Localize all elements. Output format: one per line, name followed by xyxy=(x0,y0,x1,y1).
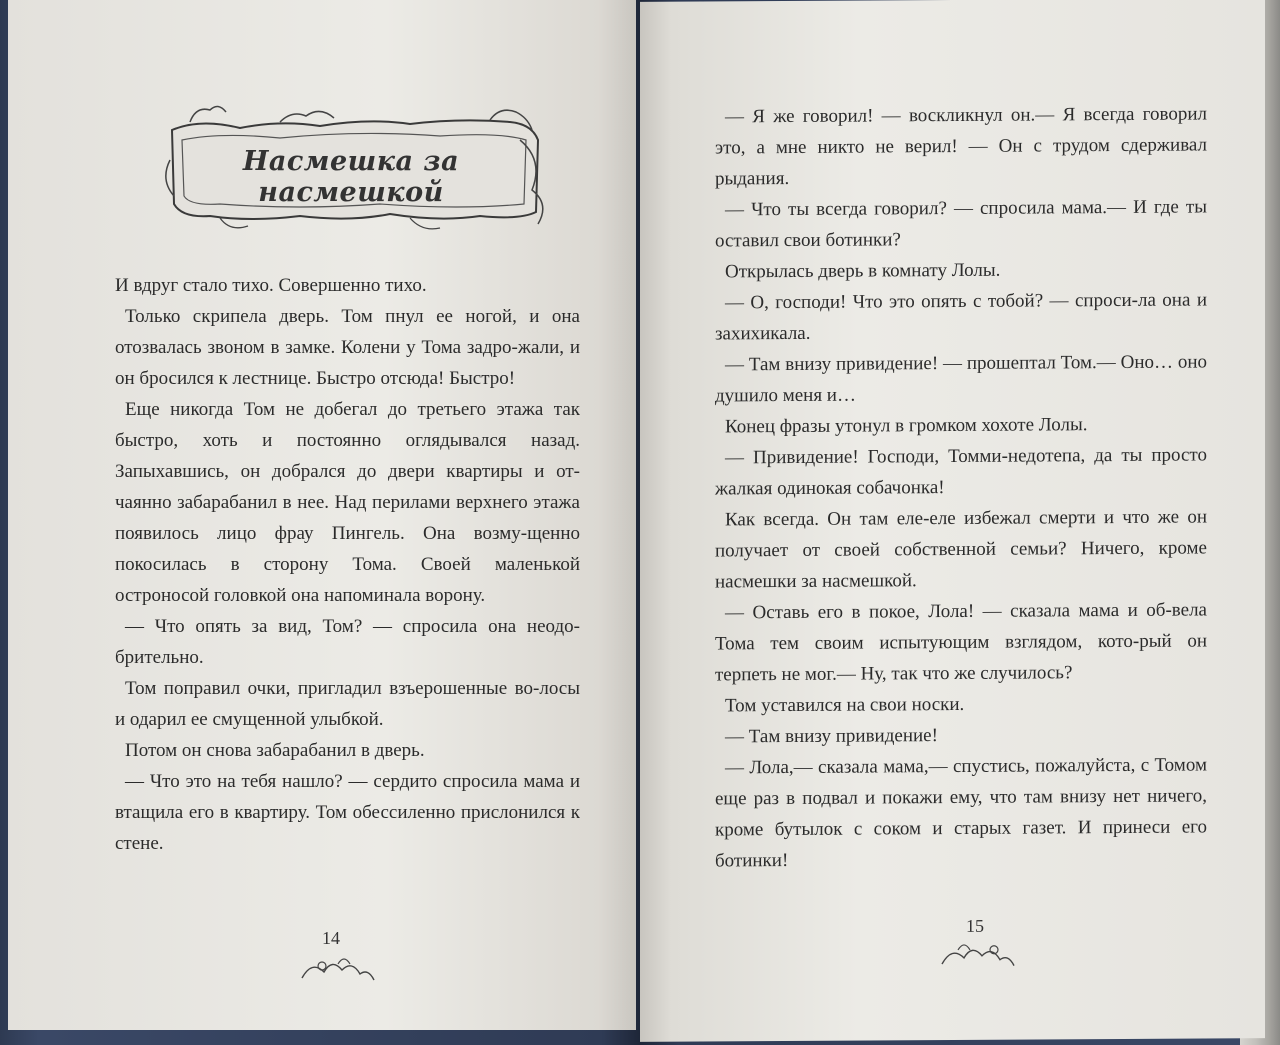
page-number-left: 14 xyxy=(322,928,340,948)
left-page xyxy=(8,0,636,1030)
chapter-title-frame xyxy=(160,100,540,220)
paragraph: — О, господи! Что это опять с тобой? — спроси-ла она и захихикала. xyxy=(715,289,1207,345)
paragraph: — Что ты всегда говорил? — спросила мама.— И где ты оставил свои ботинки? xyxy=(715,196,1207,252)
paragraph: — Оставь его в покое, Лола! — сказала мама и об-вела Тома тем своим испытующим взглядом, кото-рый он терпеть не мог.— Ну, так что же случилось? xyxy=(715,599,1207,686)
paragraph: — Там внизу привидение! — прошептал Том.— Оно… оно душило меня и… xyxy=(715,351,1207,407)
right-page xyxy=(640,0,1265,1042)
chapter-title: Насмешка за насмешкой xyxy=(242,146,460,208)
paragraph: — Я же говорил! — воскликнул он.— Я всегда говорил это, а мне никто не верил! — Он с трудом сдерживал рыдания. xyxy=(715,103,1207,190)
paragraph: Потом он снова забарабанил в дверь. xyxy=(125,740,425,761)
paragraph: Еще никогда Том не добегал до третьего этажа так быстро, хоть и постоянно оглядывался назад. Запыхавшись, он добрался до двери квартиры и от-чаянно забарабанил в нее. Над перилами верхнего этажа появилось лицо фрау Пингель. Она возму-щенно покосилась в сторону Тома. Своей маленькой остроносой головкой она напоминала ворону. xyxy=(115,399,580,606)
ghost-ornament-icon xyxy=(938,936,1018,972)
paragraph: И вдруг стало тихо. Совершенно тихо. xyxy=(115,275,427,296)
paragraph: — Там внизу привидение! xyxy=(725,725,938,748)
paragraph: Том уставился на свои носки. xyxy=(725,693,965,717)
paragraph: — Что это на тебя нашло? — сердито спросила мама и втащила его в квартиру. Том обессиленно прислонился к стене. xyxy=(115,771,580,854)
paragraph: — Лола,— сказала мама,— спустись, пожалуйста, с Томом еще раз в подвал и покажи ему, что там внизу нет ничего, кроме бутылок с соком и старых газет. И принеси его ботинки! xyxy=(715,754,1207,872)
paragraph: Том поправил очки, пригладил взъерошенные во-лосы и одарил ее смущенной улыбкой. xyxy=(115,678,580,730)
paragraph: Только скрипела дверь. Том пнул ее ногой, и она отозвалась звоном в замке. Колени у Тома задро-жали, и он бросился к лестнице. Быстро отсюда! Быстро! xyxy=(115,306,580,389)
left-page-text xyxy=(115,270,580,859)
paragraph: — Что опять за вид, Том? — спросила она неодо-брительно. xyxy=(115,616,580,668)
paragraph: Открылась дверь в комнату Лолы. xyxy=(725,259,1001,283)
ghost-ornament-icon xyxy=(298,950,378,986)
page-number-right: 15 xyxy=(966,915,984,936)
right-page-text xyxy=(715,98,1207,876)
paragraph: Конец фразы утонул в громком хохоте Лолы. xyxy=(725,414,1088,438)
paragraph: — Привидение! Господи, Томми-недотепа, да ты просто жалкая одинокая собачонка! xyxy=(715,444,1207,500)
paragraph: Как всегда. Он там еле-еле избежал смерти и что же он получает от своей собственной семьи? Ничего, кроме насмешки за насмешкой. xyxy=(715,506,1207,593)
